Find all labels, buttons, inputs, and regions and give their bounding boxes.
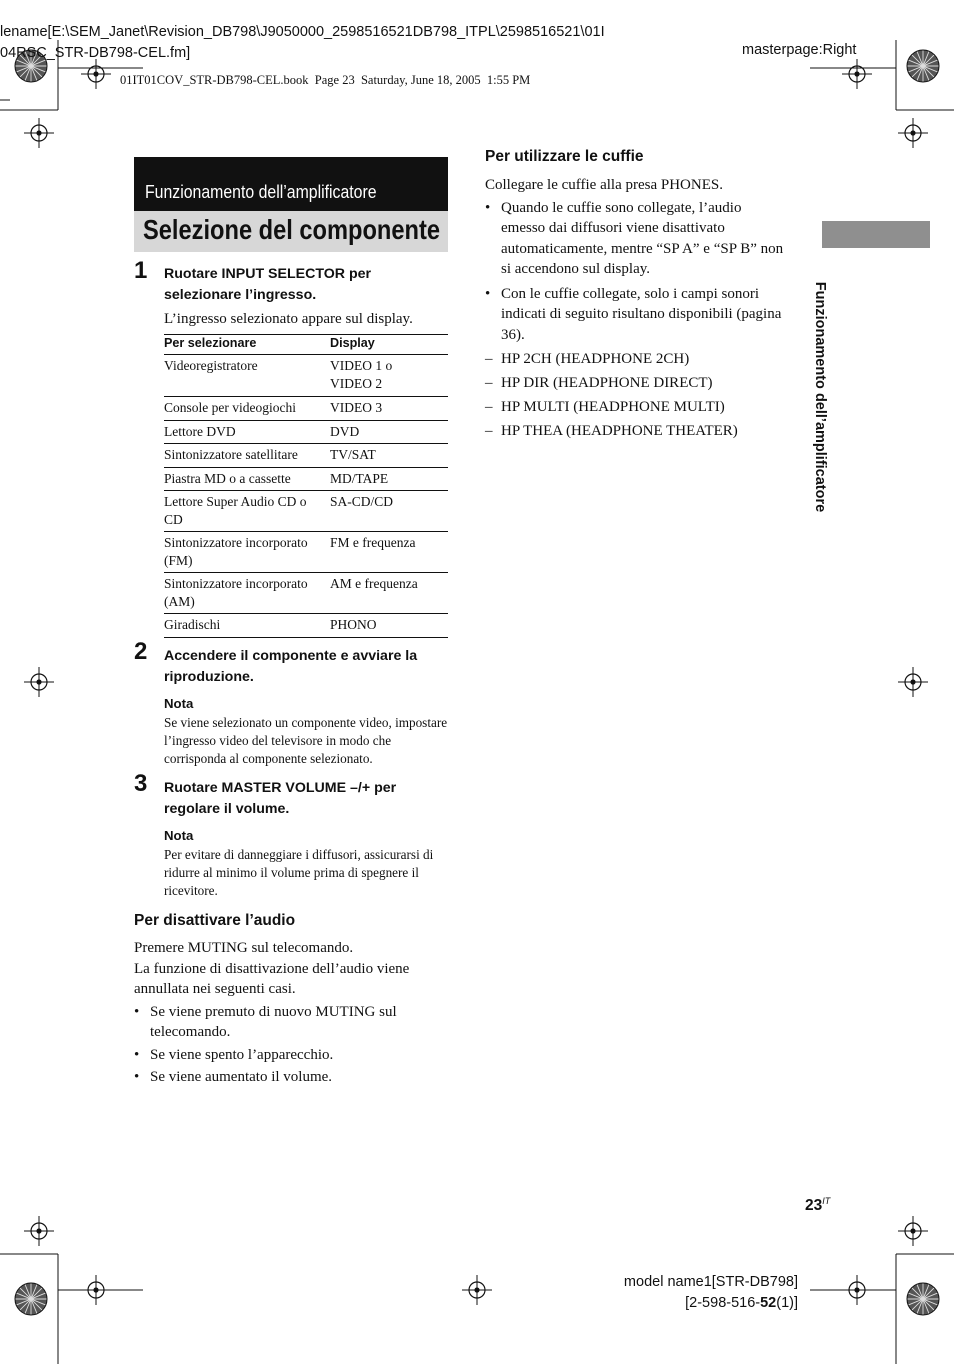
note-label: Nota — [164, 828, 194, 843]
model-code-suffix: (1)] — [776, 1295, 798, 1311]
table-cell: PHONO — [330, 614, 448, 638]
crosshair-target-icon — [842, 1275, 872, 1305]
mute-heading: Per disattivare l’audio — [134, 912, 296, 929]
list-item: • Se viene aumentato il volume. — [134, 1067, 448, 1088]
filename-slug — [0, 22, 700, 64]
table-row — [164, 467, 448, 491]
list-item: – HP MULTI (HEADPHONE MULTI) — [485, 397, 785, 418]
table-cell: TV/SAT — [330, 444, 448, 468]
list-item: • Se viene spento l’apparecchio. — [134, 1045, 448, 1066]
masterpage-label: masterpage:Right — [742, 42, 857, 58]
table-cell: DVD — [330, 420, 448, 444]
note-text: Se viene selezionato un componente video, impostare l’ingresso video del televisore in modo che corrisponda al componente selezionato. — [164, 715, 448, 766]
table-cell: Videoregistratore — [164, 355, 330, 397]
table-cell: Console per videogiochi — [164, 397, 330, 421]
table-row — [164, 491, 448, 532]
list-item: – HP THEA (HEADPHONE THEATER) — [485, 421, 785, 442]
table-row — [164, 614, 448, 638]
filename-line-2: 04RSC_STR-DB798-CEL.fm] — [0, 45, 191, 61]
crosshair-target-icon — [24, 118, 54, 148]
side-tab-label: Funzionamento dell’amplificatore — [812, 281, 828, 513]
note-label: Nota — [164, 696, 194, 711]
crosshair-target-icon — [898, 667, 928, 697]
radial-target-icon — [14, 1282, 48, 1316]
filename-line-1: lename[E:\SEM_Janet\Revision_DB798\J9050000_2598516521DB798_ITPL\2598516521\01I — [0, 24, 605, 40]
book-info-line: 01IT01COV_STR-DB798-CEL.book Page 23 Saturday, June 18, 2005 1:55 PM — [120, 73, 531, 87]
list-item: – HP 2CH (HEADPHONE 2CH) — [485, 349, 785, 370]
note-text: Per evitare di danneggiare i diffusori, assicurarsi di ridurre al minimo il volume prima di spegnere il ricevitore. — [164, 847, 434, 898]
model-info — [560, 1272, 798, 1314]
mute-paragraph: Premere MUTING sul telecomando. — [134, 940, 354, 956]
table-cell: Sintonizzatore satellitare — [164, 444, 330, 468]
step-2 — [164, 646, 448, 768]
step-1 — [164, 264, 448, 330]
crosshair-target-icon — [842, 59, 872, 89]
crosshair-target-icon — [898, 118, 928, 148]
table-cell: VIDEO 1 o VIDEO 2 — [330, 355, 448, 397]
model-line-2 — [560, 1293, 798, 1314]
table-cell: Piastra MD o a cassette — [164, 467, 330, 491]
page-number-suffix: IT — [822, 1196, 831, 1206]
step-number: 1 — [134, 257, 148, 284]
table-row — [164, 532, 448, 573]
step-instruction: Ruotare MASTER VOLUME –/+ per regolare il volume. — [164, 780, 397, 817]
mute-paragraph: La funzione di disattivazione dell’audio viene annullata nei seguenti casi. — [134, 960, 410, 997]
headphones-paragraph: Collegare le cuffie alla presa PHONES. — [485, 177, 723, 193]
table-cell: AM e frequenza — [330, 573, 448, 614]
list-item: • Con le cuffie collegate, solo i campi sonori indicati di seguito risultano disponibili (pagina 36). — [485, 284, 785, 346]
headphones-bullet-list — [485, 198, 785, 346]
input-selection-table — [164, 334, 448, 638]
table-cell: VIDEO 3 — [330, 397, 448, 421]
step-number: 3 — [134, 770, 148, 797]
table-cell: SA-CD/CD — [330, 491, 448, 532]
table-cell: Sintonizzatore incorporato (AM) — [164, 573, 330, 614]
radial-target-icon — [906, 1282, 940, 1316]
page-number-value: 23 — [805, 1197, 823, 1215]
crosshair-target-icon — [24, 667, 54, 697]
model-line-1: model name1[STR-DB798] — [623, 1274, 798, 1290]
mute-bullet-list — [134, 1002, 448, 1088]
page-number — [805, 1196, 830, 1215]
table-cell: Lettore DVD — [164, 420, 330, 444]
table-header: Display — [330, 335, 448, 355]
list-item: • Quando le cuffie sono collegate, l’audio emesso dai diffusori viene disattivato automaticamente, mentre “SP A” e “SP B” non si accendono sul display. — [485, 198, 785, 280]
crosshair-target-icon — [24, 1216, 54, 1246]
table-row — [164, 397, 448, 421]
page-title: Selezione del componente — [143, 214, 441, 245]
side-tab-bar — [822, 221, 930, 248]
crosshair-target-icon — [462, 1275, 492, 1305]
list-item: – HP DIR (HEADPHONE DIRECT) — [485, 373, 785, 394]
step-instruction: Accendere il componente e avviare la riproduzione. — [164, 648, 418, 685]
list-item: • Se viene premuto di nuovo MUTING sul telecomando. — [134, 1002, 448, 1043]
crosshair-target-icon — [898, 1216, 928, 1246]
step-number: 2 — [134, 638, 148, 665]
table-cell: Lettore Super Audio CD o CD — [164, 491, 330, 532]
section-category: Funzionamento dell’amplificatore — [145, 182, 377, 202]
headphones-heading: Per utilizzare le cuffie — [485, 148, 644, 165]
table-cell: FM e frequenza — [330, 532, 448, 573]
crosshair-target-icon — [81, 1275, 111, 1305]
model-code-prefix: [2-598-516- — [685, 1295, 761, 1311]
model-code-version: 52 — [760, 1295, 777, 1311]
table-row — [164, 573, 448, 614]
mute-section — [134, 938, 448, 1090]
step-instruction: Ruotare INPUT SELECTOR per selezionare l’ingresso. — [164, 266, 372, 303]
radial-target-icon — [906, 49, 940, 83]
table-cell: Giradischi — [164, 614, 330, 638]
step-result: L’ingresso selezionato appare sul display. — [164, 311, 413, 327]
table-row — [164, 355, 448, 397]
table-header: Per selezionare — [164, 335, 330, 355]
headphone-mode-list — [485, 349, 785, 442]
table-cell: MD/TAPE — [330, 467, 448, 491]
table-cell: Sintonizzatore incorporato (FM) — [164, 532, 330, 573]
headphones-section — [485, 175, 785, 445]
table-row — [164, 420, 448, 444]
table-row — [164, 444, 448, 468]
step-3 — [164, 778, 448, 900]
